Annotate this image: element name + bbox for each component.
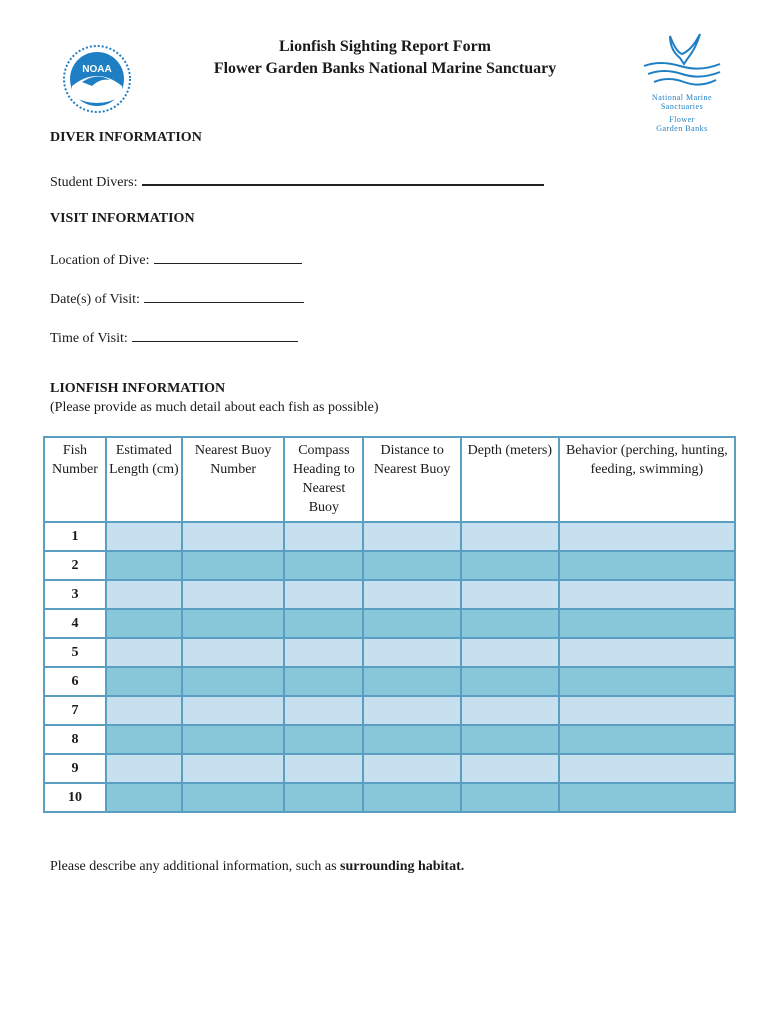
entry-cell[interactable] bbox=[182, 783, 285, 812]
entry-cell[interactable] bbox=[106, 696, 182, 725]
entry-cell[interactable] bbox=[182, 667, 285, 696]
entry-cell[interactable] bbox=[559, 522, 735, 551]
fish-number-cell: 5 bbox=[44, 638, 106, 667]
col-depth: Depth (meters) bbox=[461, 437, 559, 522]
entry-cell[interactable] bbox=[182, 725, 285, 754]
entry-cell[interactable] bbox=[363, 638, 461, 667]
lionfish-table bbox=[43, 436, 736, 813]
entry-cell[interactable] bbox=[284, 667, 363, 696]
fish-number-cell: 8 bbox=[44, 725, 106, 754]
fish-number-cell: 9 bbox=[44, 754, 106, 783]
entry-cell[interactable] bbox=[182, 754, 285, 783]
dates-field[interactable] bbox=[144, 288, 304, 303]
table-row bbox=[44, 696, 735, 725]
entry-cell[interactable] bbox=[284, 696, 363, 725]
fish-number-cell: 2 bbox=[44, 551, 106, 580]
fish-number-cell: 10 bbox=[44, 783, 106, 812]
entry-cell[interactable] bbox=[363, 754, 461, 783]
entry-cell[interactable] bbox=[461, 609, 559, 638]
table-row bbox=[44, 609, 735, 638]
entry-cell[interactable] bbox=[559, 609, 735, 638]
dates-row bbox=[50, 288, 304, 308]
entry-cell[interactable] bbox=[106, 783, 182, 812]
fish-number-cell: 7 bbox=[44, 696, 106, 725]
sanctuary-logo-line-3: Flower bbox=[669, 115, 695, 124]
col-compass-heading: Compass Heading to Nearest Buoy bbox=[284, 437, 363, 522]
entry-cell[interactable] bbox=[106, 609, 182, 638]
location-row bbox=[50, 249, 302, 269]
time-field[interactable] bbox=[132, 327, 298, 342]
table-header-row bbox=[44, 437, 735, 522]
entry-cell[interactable] bbox=[363, 783, 461, 812]
page-title bbox=[150, 36, 620, 80]
col-nearest-buoy: Nearest Buoy Number bbox=[182, 437, 285, 522]
time-label: Time of Visit: bbox=[50, 331, 128, 346]
entry-cell[interactable] bbox=[182, 580, 285, 609]
sanctuary-logo-line-2: Sanctuaries bbox=[660, 102, 704, 111]
noaa-logo bbox=[62, 44, 132, 114]
entry-cell[interactable] bbox=[106, 522, 182, 551]
sanctuary-logo-line-4: Garden Banks bbox=[656, 124, 708, 133]
entry-cell[interactable] bbox=[559, 696, 735, 725]
title-line-2: Flower Garden Banks National Marine Sanctuary bbox=[213, 60, 557, 77]
additional-info-bold: surrounding habitat. bbox=[340, 859, 465, 874]
entry-cell[interactable] bbox=[106, 580, 182, 609]
entry-cell[interactable] bbox=[106, 638, 182, 667]
entry-cell[interactable] bbox=[284, 522, 363, 551]
entry-cell[interactable] bbox=[182, 522, 285, 551]
entry-cell[interactable] bbox=[559, 551, 735, 580]
entry-cell[interactable] bbox=[461, 783, 559, 812]
noaa-logo-text: NOAA bbox=[82, 64, 112, 75]
sanctuary-logo bbox=[640, 30, 724, 134]
entry-cell[interactable] bbox=[461, 638, 559, 667]
entry-cell[interactable] bbox=[461, 754, 559, 783]
col-behavior: Behavior (perching, hunting, feeding, swimming) bbox=[559, 437, 735, 522]
entry-cell[interactable] bbox=[363, 551, 461, 580]
additional-info-prefix: Please describe any additional information, such as bbox=[50, 859, 341, 874]
entry-cell[interactable] bbox=[284, 725, 363, 754]
table-row bbox=[44, 580, 735, 609]
location-field[interactable] bbox=[154, 249, 302, 264]
additional-info-note bbox=[50, 859, 464, 875]
entry-cell[interactable] bbox=[461, 696, 559, 725]
diver-info-heading: DIVER INFORMATION bbox=[50, 130, 202, 145]
entry-cell[interactable] bbox=[559, 725, 735, 754]
col-estimated-length: Estimated Length (cm) bbox=[106, 437, 182, 522]
table-row bbox=[44, 667, 735, 696]
title-line-1: Lionfish Sighting Report Form bbox=[278, 38, 491, 55]
entry-cell[interactable] bbox=[461, 667, 559, 696]
table-row bbox=[44, 551, 735, 580]
fish-number-cell: 1 bbox=[44, 522, 106, 551]
student-divers-row bbox=[50, 170, 544, 191]
entry-cell[interactable] bbox=[106, 551, 182, 580]
entry-cell[interactable] bbox=[284, 551, 363, 580]
table-row bbox=[44, 754, 735, 783]
entry-cell[interactable] bbox=[284, 638, 363, 667]
entry-cell[interactable] bbox=[106, 667, 182, 696]
entry-cell[interactable] bbox=[182, 609, 285, 638]
student-divers-field[interactable] bbox=[142, 170, 544, 186]
entry-cell[interactable] bbox=[284, 609, 363, 638]
sanctuary-logo-line-1: National Marine bbox=[651, 93, 713, 102]
dates-label: Date(s) of Visit: bbox=[50, 292, 140, 307]
entry-cell[interactable] bbox=[559, 667, 735, 696]
entry-cell[interactable] bbox=[363, 580, 461, 609]
lionfish-info-subheading: (Please provide as much detail about each fish as possible) bbox=[50, 400, 379, 415]
entry-cell[interactable] bbox=[106, 725, 182, 754]
entry-cell[interactable] bbox=[106, 754, 182, 783]
entry-cell[interactable] bbox=[461, 725, 559, 754]
entry-cell[interactable] bbox=[559, 754, 735, 783]
fish-number-cell: 3 bbox=[44, 580, 106, 609]
student-divers-label: Student Divers: bbox=[50, 175, 138, 190]
location-label: Location of Dive: bbox=[50, 253, 150, 268]
entry-cell[interactable] bbox=[284, 580, 363, 609]
entry-cell[interactable] bbox=[182, 551, 285, 580]
table-row bbox=[44, 783, 735, 812]
table-row bbox=[44, 522, 735, 551]
entry-cell[interactable] bbox=[182, 638, 285, 667]
fish-number-cell: 6 bbox=[44, 667, 106, 696]
entry-cell[interactable] bbox=[363, 725, 461, 754]
col-distance: Distance to Nearest Buoy bbox=[363, 437, 461, 522]
lionfish-info-heading: LIONFISH INFORMATION bbox=[50, 381, 226, 396]
table-row bbox=[44, 638, 735, 667]
time-row bbox=[50, 327, 298, 347]
table-row bbox=[44, 725, 735, 754]
entry-cell[interactable] bbox=[461, 551, 559, 580]
entry-cell[interactable] bbox=[363, 609, 461, 638]
visit-info-heading: VISIT INFORMATION bbox=[50, 211, 195, 226]
entry-cell[interactable] bbox=[182, 696, 285, 725]
entry-cell[interactable] bbox=[284, 754, 363, 783]
entry-cell[interactable] bbox=[363, 522, 461, 551]
entry-cell[interactable] bbox=[284, 783, 363, 812]
entry-cell[interactable] bbox=[559, 638, 735, 667]
entry-cell[interactable] bbox=[559, 783, 735, 812]
fish-number-cell: 4 bbox=[44, 609, 106, 638]
entry-cell[interactable] bbox=[363, 696, 461, 725]
entry-cell[interactable] bbox=[461, 522, 559, 551]
entry-cell[interactable] bbox=[363, 667, 461, 696]
entry-cell[interactable] bbox=[559, 580, 735, 609]
entry-cell[interactable] bbox=[461, 580, 559, 609]
col-fish-number: Fish Number bbox=[44, 437, 106, 522]
